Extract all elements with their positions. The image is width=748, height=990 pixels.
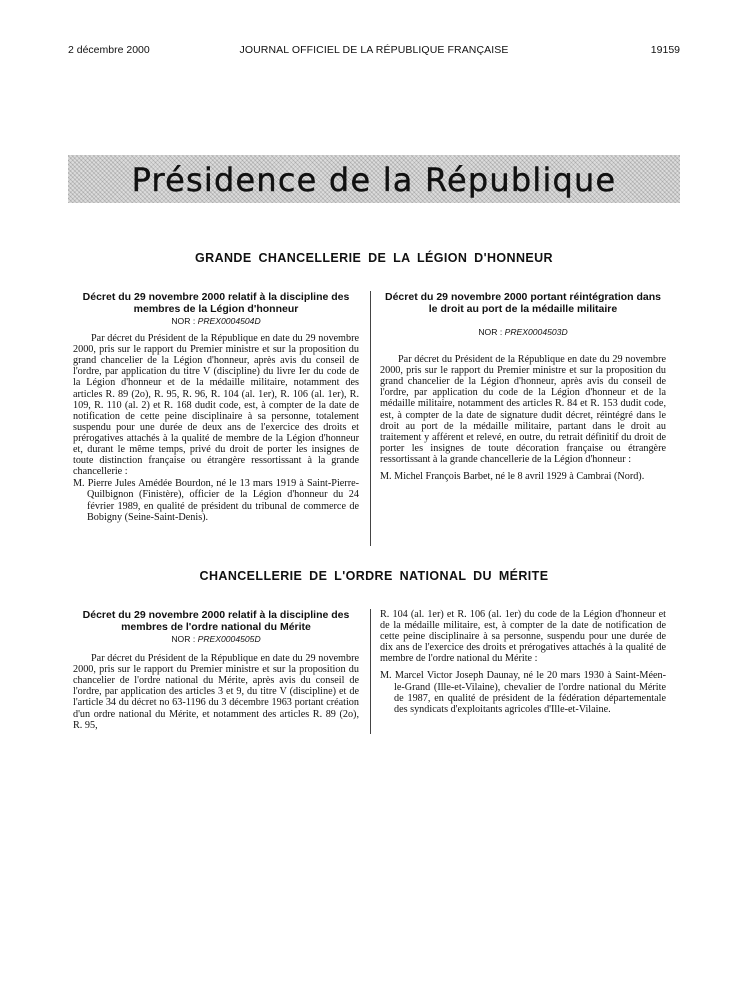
section-title-legion-honneur: GRANDE CHANCELLERIE DE LA LÉGION D'HONNEUR <box>195 251 553 265</box>
decree-body: Par décret du Président de la République en date du 29 novembre 2000, pris sur le rapport du Premier ministre et sur la proposition du grand chancelier de la Légion d'honneur, après avis du conseil de l'ordre, par application du code de la Légion d'honneur et de la médaille militaire, notamment des articles R. 84 et R. 153 dudit code, est, à compter de la date de signature dudit décret, réintégré dans le droit au port de la médaille militaire, partant dans le droit au traitement y afférent et relevé, en outre, du retrait définitif du droit de porter les insignes de toute décoration française ou étrangère ressortissant à la grande chancellerie de la Légion d'honneur : <box>380 354 666 465</box>
column-divider <box>370 291 371 546</box>
decree-title: Décret du 29 novembre 2000 relatif à la discipline des membres de l'ordre national du Mérite <box>82 609 350 633</box>
section-title-ordre-merite: CHANCELLERIE DE L'ORDRE NATIONAL DU MÉRITE <box>199 569 549 583</box>
nor-reference <box>73 634 359 645</box>
nor-reference <box>380 327 666 338</box>
page-number: 19159 <box>650 44 680 56</box>
nor-code: PREX0004503D <box>504 327 568 337</box>
decree-body: Par décret du Président de la République en date du 29 novembre 2000, pris sur le rapport du Premier ministre et sur la proposition du grand chancelier de la Légion d'honneur, après avis du conseil de l'ordre, par application du titre V (discipline) du livre Ier du code de la Légion d'honneur et de la médaille militaire, notamment des articles R. 89 (2o), R. 95, R. 96, R. 104 (al. 1er), R. 106 (al. 1er), R. 109, R. 110 (al. 2) et R. 168 dudit code, est, à compter de la date de notification de cette peine disciplinaire à sa personne, totalement suspendu pour une durée de deux ans de l'exercice des droits et prérogatives attachés à la qualité de membre de la Légion d'honneur et, durant le même temps, privé du droit de porter les insignes de toute distinction française ou étrangère ressortissant à la grande chancellerie : <box>73 333 359 478</box>
decree-beneficiary: M. Marcel Victor Joseph Daunay, né le 20 mars 1930 à Saint-Méen-le-Grand (Ille-et-Vilaine), chevalier de l'ordre national du Mérite de 1987, en qualité de président de la fédération départementale des syndicats d'exploitants agricoles d'Ille-et-Vilaine. <box>380 670 666 715</box>
decree-merite-discipline <box>73 609 359 731</box>
decree-title: Décret du 29 novembre 2000 portant réintégration dans le droit au port de la médaille militaire <box>385 291 661 315</box>
decree-medaille-reintegration <box>380 291 666 482</box>
decree-merite-continuation <box>380 609 666 715</box>
journal-title: JOURNAL OFFICIEL DE LA RÉPUBLIQUE FRANÇAISE <box>239 44 509 56</box>
nor-label: NOR : <box>171 634 196 644</box>
column-divider <box>370 609 371 734</box>
nor-label: NOR : <box>171 316 196 326</box>
decree-body: Par décret du Président de la République en date du 29 novembre 2000, pris sur le rapport du Premier ministre et sur la proposition du chancelier de l'ordre national du Mérite, après avis du conseil de l'ordre, par application des articles 3 et 9, du titre V (discipline) et de l'article 34 du décret no 63-1196 du 3 décembre 1963 portant création d'un ordre national du Mérite, et notamment des articles R. 89 (2o), R. 95, <box>73 653 359 731</box>
decree-body-continuation: R. 104 (al. 1er) et R. 106 (al. 1er) du code de la Légion d'honneur et de la médaille militaire, est, à compter de la date de notification de cette peine disciplinaire à sa personne, suspendu pour une durée de dix ans de l'exercice des droits et prérogatives attachés à la qualité de membre de l'ordre national du Mérite : <box>380 609 666 665</box>
decree-legion-discipline <box>73 291 359 523</box>
banner-title: Présidence de la République <box>131 161 617 199</box>
decree-beneficiary: M. Pierre Jules Amédée Bourdon, né le 13 mars 1919 à Saint-Pierre-Quilbignon (Finistère), officier de la Légion d'honneur du 24 février 1989, en qualité de président du tribunal de commerce de Bobigny (Seine-Saint-Denis). <box>73 478 359 523</box>
nor-reference <box>73 316 359 327</box>
decree-beneficiary: M. Michel François Barbet, né le 8 avril 1929 à Cambrai (Nord). <box>380 471 645 483</box>
nor-code: PREX0004505D <box>197 634 261 644</box>
header-date: 2 décembre 2000 <box>68 44 150 56</box>
nor-code: PREX0004504D <box>197 316 261 326</box>
nor-label: NOR : <box>478 327 503 337</box>
running-header <box>0 44 748 60</box>
decree-title: Décret du 29 novembre 2000 relatif à la discipline des membres de la Légion d'honneur <box>82 291 350 315</box>
